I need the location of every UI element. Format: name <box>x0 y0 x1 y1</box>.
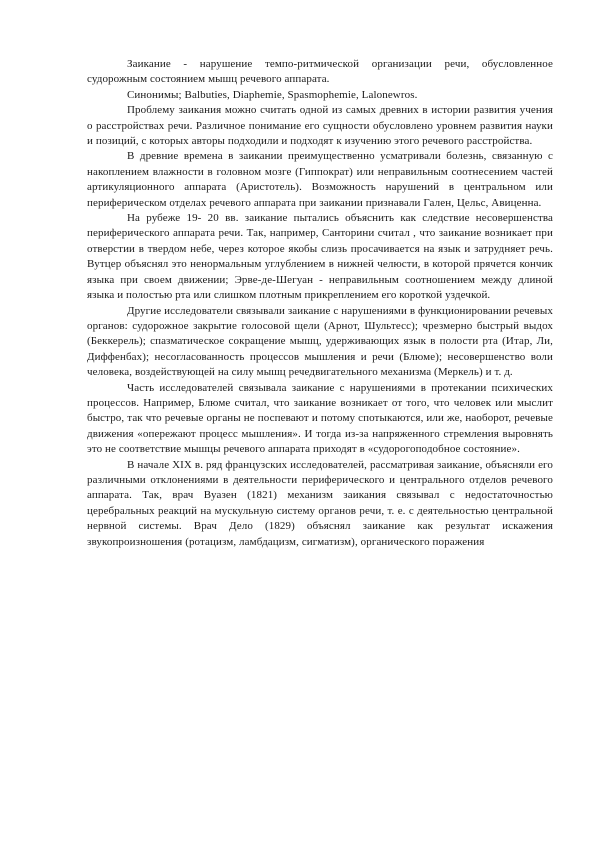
paragraph-definition: Заикание - нарушение темпо-ритмической организации речи, обусловленное судорожным состоянием мышц речевого аппарата. <box>87 58 553 86</box>
paragraph-ancient-times: В древние времена в заикании преимущественно усматривали болезнь, связанную с накоплением влажности в головном мозге (Гиппократ) или неправильным соотнесением частей артикуляционного аппарата (Аристотель). Возможность нарушений в центральном или периферическом отделах речевого аппарата при заикании признавали Гален, Цельс, Авиценна. <box>87 150 553 209</box>
paragraph-problem: Проблему заикания можно считать одной из самых древних в истории развития учения о расстройствах речи. Различное понимание его сущности обусловлено уровнем развития науки и позиций, с которых авторы подходили и подходят к изучению этого речевого расстройства. <box>87 104 553 148</box>
paragraph-other-researchers: Другие исследователи связывали заикание с нарушениями в функционировании речевых органов: судорожное закрытие голосовой щели (Арнот, Шультесс); чрезмерно быстрый выдох (Беккерель); спазматическое сокращение мышц, удерживающих язык в полости рта (Итар, Ли, Диффенбах); несогласованность процессов мышления и речи (Блюме); несовершенство воли человека, воздействующей на силу мышц речедвигательного механизма (Меркель) и т. д. <box>87 304 553 379</box>
paragraph-french-researchers: В начале XIX в. ряд французских исследователей, рассматривая заикание, объясняли его различными отклонениями в деятельности периферического и центрального отделов речевого аппарата. Так, врач Вуазен (1821) механизм заикания связывал с недостаточностью церебральных реакций на мускульную систему органов речи, т. е. с деятельностью центральной нервной системы. Врач Дело (1829) объяснял заикание как результат искажения звукопроизношения (ротацизм, ламбдацизм, сигматизм), органического поражения <box>87 458 553 548</box>
paragraph-psychic-processes: Часть исследователей связывала заикание с нарушениями в протекании психических процессов. Например, Блюме считал, что заикание возникает от того, что человек или мыслит быстро, так что речевые органы не поспевают и потому спотыкаются, или же, наоборот, речевые движения «опережают процесс мышления». И тогда из-за напряженного стремления выровнять это не соответствие мышцы речевого аппарата приходят в «судорогоподобное состояние». <box>87 381 553 456</box>
document-page <box>87 57 553 550</box>
paragraph-synonyms: Синонимы; Balbuties, Diaphemie, Spasmophemie, Lalonewros. <box>127 88 418 101</box>
paragraph-19-20-century: На рубеже 19- 20 вв. заикание пытались объяснить как следствие несовершенства периферического аппарата речи. Так, например, Санторини считал , что заикание возникает при отверстии в твердом небе, через которое якобы слизь просачивается на язык и затрудняет речь. Вутцер объяснял это ненормальным углублением в нижней челюсти, в которой прячется кончик языка при своем движении; Эрве-де-Шегуан - неправильным соотношением между длиной языка и полостью рта или слишком плотным прикреплением его короткой уздечкой. <box>87 212 553 302</box>
